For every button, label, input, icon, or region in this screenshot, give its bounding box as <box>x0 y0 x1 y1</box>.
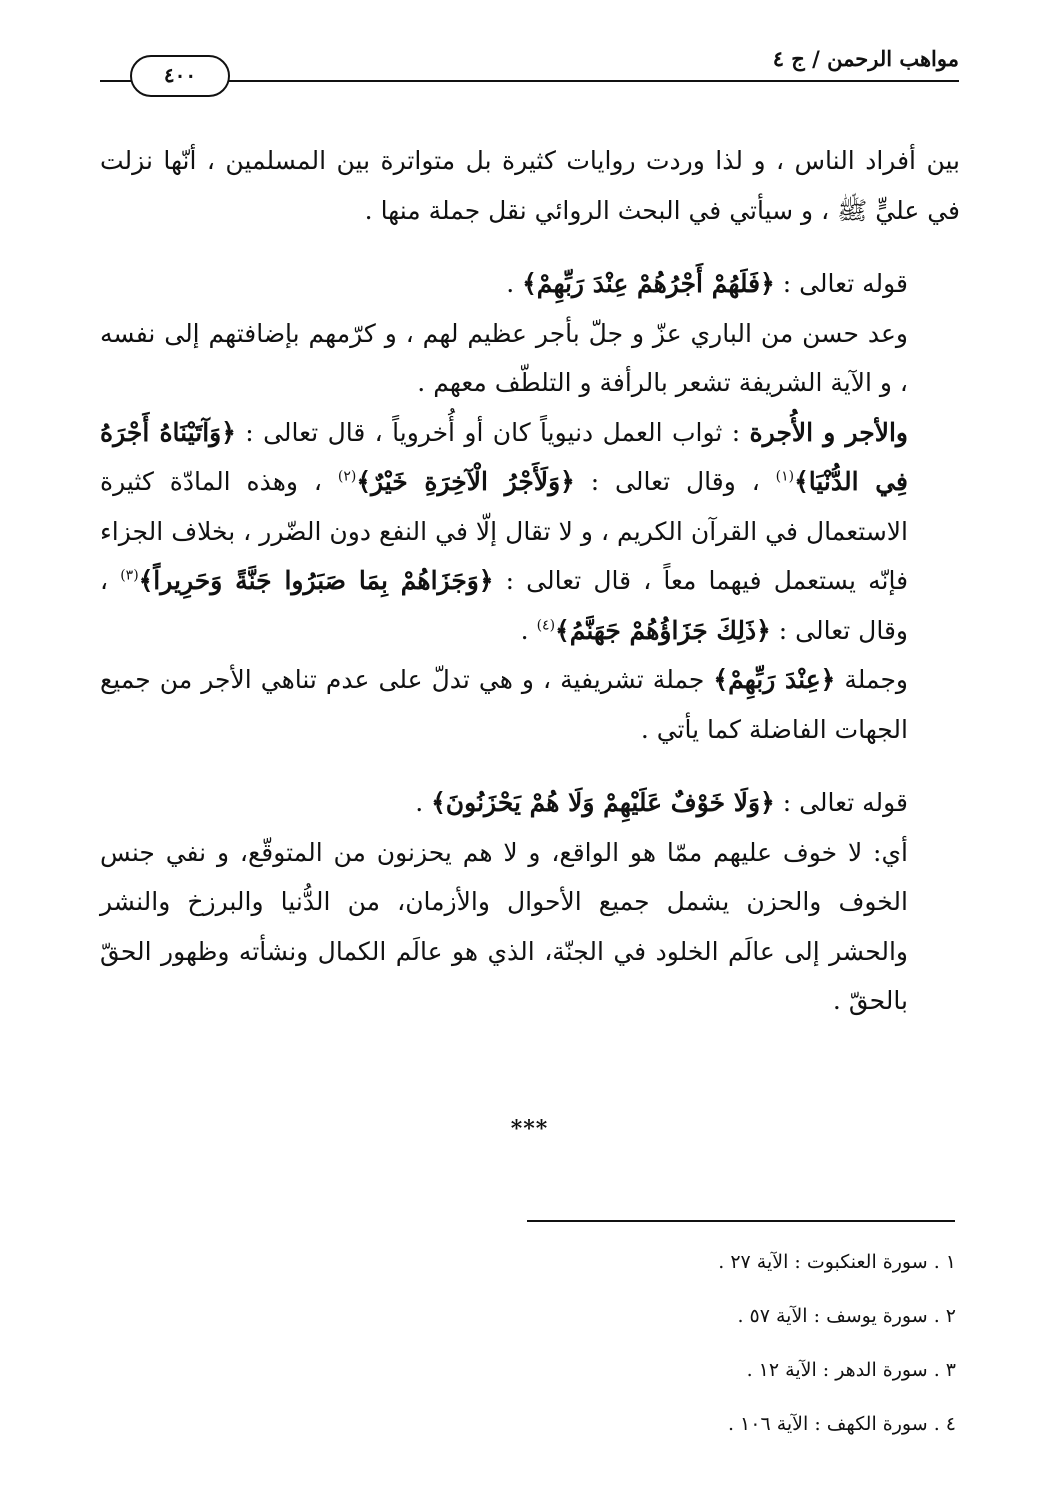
footnote-item: ٣ . سورة الدهر : الآية ١٢ . <box>746 1359 956 1381</box>
verse-end: . <box>415 788 432 817</box>
text-run: : ثواب العمل دنيوياً كان أو أُخروياً ، قال تعالى : <box>235 417 750 447</box>
quran-quote: ﴿وَجَزَاهُمْ بِمَا صَبَرُوا جَنَّةً وَحَرِيراً﴾ <box>138 566 494 595</box>
verse-lead: قوله تعالى : <box>774 269 908 298</box>
section-separator: *** <box>510 1116 549 1142</box>
paragraph-1: بين أفراد الناس ، و لذا وردت روايات كثيرة بل متواترة بين المسلمين ، أنّها نزلت في عليٍّ ﷺ ، و سيأتي في البحث الروائي نقل جملة منها . <box>100 146 960 225</box>
text-run: وجملة <box>835 665 908 694</box>
footnote-item: ١ . سورة العنكبوت : الآية ٢٧ . <box>718 1251 956 1273</box>
footnote-ref: (٢) <box>337 468 357 485</box>
defined-term: والأجر و الأُجرة <box>749 417 908 447</box>
footnote-ref: (٣) <box>120 567 139 584</box>
text-run: جملة تشريفية ، و هي تدلّ على عدم تناهي الأجر من جميع الجهات الفاضلة كما يأتي . <box>100 665 908 744</box>
text-run: ، وقال تعالى : <box>574 467 776 496</box>
running-header-title: مواهب الرحمن / ج ٤ <box>772 46 959 71</box>
text-run: ، وهذه المادّة كثيرة الاستعمال في القرآن الكريم ، و لا تقال إلّا في النفع دون الضّرر ، بخلاف الجزاء فإنّه يستعمل فيهما معاً ، قال تعالى : <box>100 467 909 595</box>
verse-lead: قوله تعالى : <box>774 788 908 817</box>
verse-end: . <box>506 269 523 298</box>
quran-quote: ﴿وَلَأَجْرُ الْآخِرَةِ خَيْرٌ﴾ <box>356 467 575 496</box>
footnote-ref: (٤) <box>536 617 556 634</box>
footnote-ref: (١) <box>775 468 795 485</box>
footnotes <box>456 1247 956 1463</box>
footnote-item: ٢ . سورة يوسف : الآية ٥٧ . <box>737 1305 956 1327</box>
quran-quote: ﴿فَلَهُمْ أَجْرُهُمْ عِنْدَ رَبِّهِمْ﴾ <box>522 269 775 298</box>
paragraph-3: وعد حسن من الباري عزّ و جلّ بأجر عظيم لهم ، و كرّمهم بإضافتهم إلى نفسه ، و الآية الشريفة تشعر بالرأفة و التلطّف معهم . <box>100 318 908 397</box>
quran-quote: ﴿وَلَا خَوْفٌ عَلَيْهِمْ وَلَا هُمْ يَحْزَنُونَ﴾ <box>431 788 775 817</box>
verse-heading-2 <box>100 778 960 828</box>
footnote-item: ٤ . سورة الكهف : الآية ١٠٦ . <box>727 1413 956 1435</box>
paragraph-7: أي: لا خوف عليهم ممّا هو الواقع، و لا هم يحزنون من المتوقّع، و نفي جنس الخوف والحزن يشمل جميع الأحوال والأزمان، من الدُّنيا والبرزخ والنشر والحشر إلى عالَم الخلود في الجنّة، الذي هو عالَم الكمال ونشأته وظهور الحقّ بالحقّ . <box>100 837 908 1015</box>
quran-quote: ﴿وَآتَيْنَاهُ أَجْرَهُ فِي الدُّنْيَا﴾ <box>100 417 909 496</box>
footnote-rule <box>527 1220 955 1222</box>
quran-quote: ﴿ذَلِكَ جَزَاؤُهُمْ جَهَنَّمُ﴾ <box>555 615 771 645</box>
verse-heading-1 <box>100 259 960 309</box>
body-text <box>100 136 960 1026</box>
paragraph-4 <box>100 408 960 656</box>
text-run: . <box>520 615 537 645</box>
quran-quote: ﴿عِنْدَ رَبِّهِمْ﴾ <box>713 665 836 694</box>
paragraph-5 <box>100 655 960 754</box>
text-run: ، وقال تعالى : <box>100 566 908 645</box>
page-number: ٤٠٠ <box>130 55 230 97</box>
